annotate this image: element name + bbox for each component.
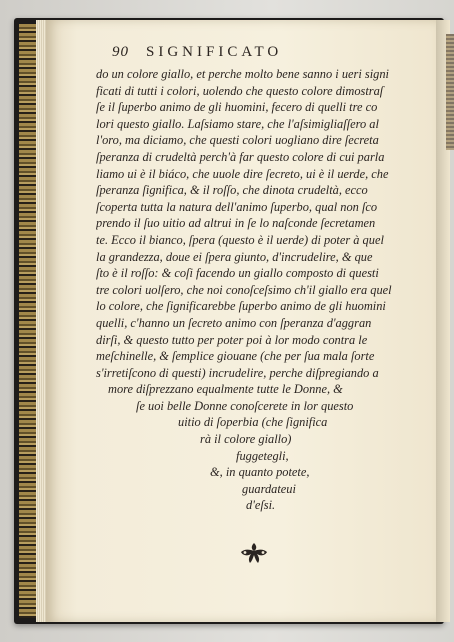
text-line: rà il colore giallo) bbox=[200, 432, 292, 447]
text-line: meſchinelle, & ſemplice giouane (che per ſua mala ſorte bbox=[96, 349, 375, 364]
text-line: uitio di ſoperbia (che ſignifica bbox=[178, 415, 328, 430]
text-line: lo colore, che ſignificarebbe ſuperbo animo de gli huomini bbox=[96, 299, 386, 314]
text-line: quelli, c'hanno un ſecreto animo con ſperanza d'aggran bbox=[96, 315, 372, 330]
body-text bbox=[96, 66, 426, 514]
text-line: te. Ecco il bianco, ſpera (questo è il uerde) di poter à quel bbox=[96, 232, 384, 247]
text-line: &, in quanto potete, bbox=[210, 465, 310, 480]
page-header bbox=[112, 44, 412, 66]
text-line: d'eſsi. bbox=[246, 498, 276, 513]
text-line: ſe il ſuperbo animo de gli huomini, fecero di quelli tre co bbox=[96, 100, 378, 115]
text-line: tre colori uolſero, che noi conoſceſsimo ch'il giallo era quel bbox=[96, 282, 392, 297]
fleuron-icon bbox=[238, 541, 270, 565]
text-line: l'oro, ma diciamo, che questi colori uogliano dire ſecreta bbox=[96, 133, 379, 148]
text-line: prendo il ſuo uitio ad altrui in ſe lo naſconde ſecretamen bbox=[96, 216, 376, 231]
text-line: fuggetegli, bbox=[236, 448, 289, 463]
text-line: ſe uoi belle Donne conoſcerete in lor questo bbox=[136, 398, 354, 413]
text-line: lori questo giallo. Laſsiamo stare, che l'aſsimigliaſſero al bbox=[96, 116, 379, 131]
text-line: ficati di tutti i colori, uolendo che questo colore dimostraſ bbox=[96, 83, 384, 98]
gilt-spine-border bbox=[19, 24, 37, 618]
facing-page-text-fragment bbox=[446, 34, 454, 150]
text-line: dirſi, & questo tutto per poter poi à lor modo contra le bbox=[96, 332, 368, 347]
page-number: 90 bbox=[112, 44, 129, 60]
running-head: SIGNIFICATO bbox=[146, 44, 283, 60]
text-line: s'irretiſcono di questi) incrudelire, perche diſpregiando a bbox=[96, 365, 379, 380]
text-line: more diſprezzano equalmente tutte le Donne, & bbox=[108, 382, 343, 397]
text-line: ſperanza di crudeltà perch'à far questo colore di cui parla bbox=[96, 149, 385, 164]
text-line: ſcoperta tutta la natura dell'animo ſuperbo, qual non ſco bbox=[96, 199, 378, 214]
text-line: la grandezza, doue ei ſpera giunto, d'incrudelire, & que bbox=[96, 249, 373, 264]
text-line: do un colore giallo, et perche molto bene sanno i ueri signi bbox=[96, 67, 389, 81]
text-line: liamo ui è il biáco, che uuole dire ſecreto, ui è il uerde, che bbox=[96, 166, 389, 181]
text-line: guardateui bbox=[242, 481, 296, 496]
text-line: ſto è il roſſo: & coſi facendo un giallo composto di questi bbox=[96, 266, 379, 281]
text-line: ſperanza ſignifica, & il roſſo, che dinota crudeltà, ecco bbox=[96, 183, 368, 198]
